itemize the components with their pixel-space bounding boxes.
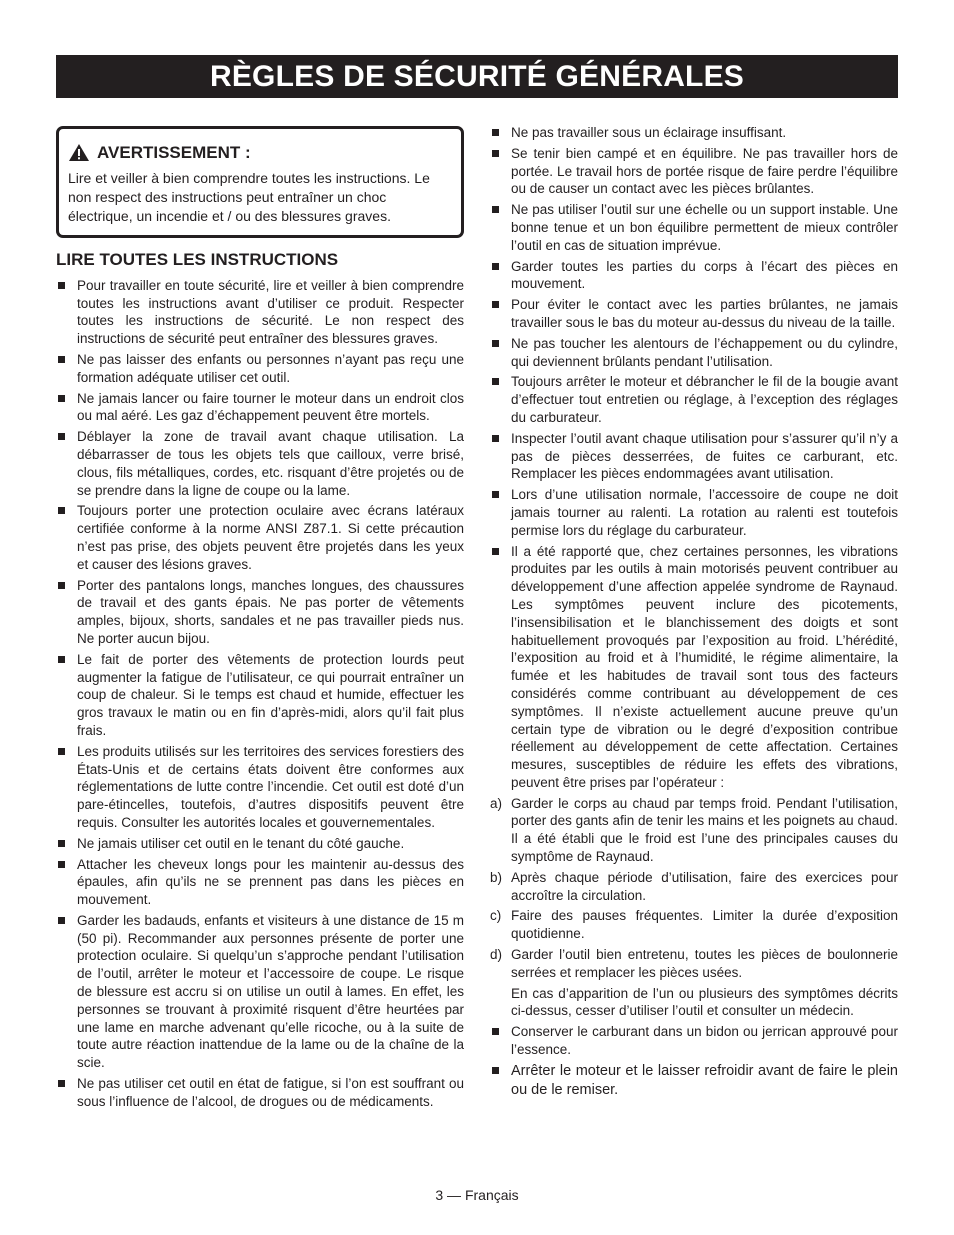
bullet-square-icon — [58, 356, 65, 363]
list-item-text: Il a été rapporté que, chez certaines personnes, les vibrations produites par les outils à main motorisés peuvent contribuer au développement d’une affection appelée syndrome de Raynaud. Les symptômes peuvent inclure des picotements, l’insensibilisation et le blanchissement des doigts et sont habituellement provoqués par l’exposition au froid. L’hérédité, l’exposition au froid et à l’humidité, le régime alimentaire, la fumée et les habitudes de travail sont tous des facteurs considérés comme contribuant au développement de ces symptômes. Il n’existe actuellement aucune preuve qu’un certain type de vibration ou le degré d’exposition contribue réellement au développement de cette affectation. Certaines mesures, susceptibles de réduire les effets des vibrations, peuvent être prises par l’opérateur : — [511, 543, 898, 790]
sub-list-item — [490, 907, 898, 943]
bullet-square-icon — [492, 1067, 499, 1074]
list-item — [490, 1062, 898, 1100]
list-item — [490, 296, 898, 332]
bullet-square-icon — [58, 748, 65, 755]
list-item-text: Le fait de porter des vêtements de protection lourds peut augmenter la fatigue de l’utilisateur, ce qui pourrait entraîner un coup de chaleur. Si le temps est chaud et humide, effectuer les gros travaux le matin ou en fin d’après-midi, alors qu’il fait plus frais. — [77, 651, 464, 738]
sub-list-item — [490, 869, 898, 905]
list-item-text: Se tenir bien campé et en équilibre. Ne pas travailler hors de portée. Le travail hors de portée risque de faire perdre l’équilibre ou de causer un contact avec les pièces brûlantes. — [511, 145, 898, 197]
list-item-text: Inspecter l’outil avant chaque utilisation pour s’assurer qu’il n’y a pas de pièces desserrées, de fuites ce carburant, etc. Remplacer les pièces endommagées avant utilisation. — [511, 430, 898, 482]
sub-list-letter: d) — [490, 947, 503, 963]
sub-list-text: Garder le corps au chaud par temps froid. Pendant l’utilisation, porter des gants afin de tenir les mains et les poignets au chaud. Il a été établi que le froid est l’une des principales causes du symptôme de Raynaud. — [511, 795, 898, 865]
warning-box — [56, 126, 464, 238]
list-item-text: Attacher les cheveux longs pour les maintenir au-dessus des épaules, afin qu’ils ne se prennent pas dans les pièces en mouvement. — [77, 856, 464, 908]
warning-heading: AVERTISSEMENT : — [97, 142, 251, 162]
bullet-square-icon — [58, 433, 65, 440]
list-item-text: Porter des pantalons longs, manches longues, des chaussures de travail et des gants épais. Ne pas porter de vêtements amples, bijoux, shorts, sandales et ne pas travailler pieds nus. Ne porter aucun bijou. — [77, 577, 464, 646]
list-item — [490, 543, 898, 792]
list-item — [56, 743, 464, 832]
list-item — [490, 201, 898, 254]
list-item — [490, 373, 898, 426]
list-item — [56, 428, 464, 499]
list-item-text: Conserver le carburant dans un bidon ou jerrican approuvé pour l’essence. — [511, 1024, 898, 1058]
list-item-text: Ne pas utiliser l’outil sur une échelle ou un support instable. Une bonne tenue et un bon équilibre permettent de mieux contrôler l’outil en cas de situation imprévue. — [511, 202, 898, 253]
bullet-square-icon — [492, 263, 499, 270]
list-item-text: Ne pas toucher les alentours de l’échappement ou du cylindre, qui deviennent brûlants pendant l’utilisation. — [511, 335, 898, 369]
list-item — [490, 335, 898, 371]
list-item-text: Ne pas laisser des enfants ou personnes n’ayant pas reçu une formation adéquate utiliser cet outil. — [77, 351, 464, 385]
list-item-text: Pour éviter le contact avec les parties brûlantes, ne jamais travailler sous le bas du moteur au-dessus du niveau de la taille. — [511, 297, 898, 330]
list-item-text: Toujours arrêter le moteur et débrancher le fil de la bougie avant d’effectuer tout entretien ou réglage, à l’exception des réglages du carburateur. — [511, 374, 898, 425]
bullet-square-icon — [58, 582, 65, 589]
bullet-square-icon — [58, 861, 65, 868]
list-item — [56, 651, 464, 740]
list-item — [490, 486, 898, 539]
bullet-square-icon — [58, 840, 65, 847]
list-item — [490, 430, 898, 483]
page-footer: 3 — Français — [435, 1187, 519, 1203]
list-item-text: Ne pas utiliser cet outil en état de fatigue, si l’on est souffrant ou sous l’influence de l’alcool, de drogues ou de médicaments. — [77, 1076, 464, 1109]
sub-list-letter: a) — [490, 795, 503, 811]
list-item — [56, 502, 464, 573]
list-item-text: Ne pas travailler sous un éclairage insuffisant. — [511, 125, 787, 140]
list-item-text: Déblayer la zone de travail avant chaque utilisation. La débarrasser de tous les objets tels que cailloux, verre brisé, clous, fils métalliques, cordes, etc. risquant d’être projetés ou de se prendre dans la ligne de coupe ou la lame. — [77, 429, 464, 498]
list-item — [56, 912, 464, 1072]
list-item-text: Lors d’une utilisation normale, l’accessoire de coupe ne doit jamais tourner au ralenti. La rotation au ralenti est toutefois permise lors du réglage du carburateur. — [511, 487, 898, 538]
list-item — [56, 1075, 464, 1111]
bullet-square-icon — [58, 282, 65, 289]
list-item — [56, 856, 464, 909]
bullet-square-icon — [58, 656, 65, 663]
list-item-text: Ne jamais utiliser cet outil en le tenant du côté gauche. — [77, 835, 405, 851]
list-item-text: Toujours porter une protection oculaire avec écrans latéraux certifiée conforme à la norme ANSI Z87.1. Si cette précaution n’est pas prise, des objets peuvent être projetés dans les yeux et causer des lésions graves. — [77, 503, 464, 572]
bullet-square-icon — [58, 1080, 65, 1087]
right-column — [490, 124, 898, 1103]
list-item — [56, 835, 464, 853]
list-item-text: Les produits utilisés sur les territoires des services forestiers des États-Unis et de certains états doivent être conformes aux réglementations de lutte contre l’incendie. Cet outil est doté d’un pare-étincelles, toutefois, d’autres dispositifs peuvent être requis. Consulter les autorités locales et gouvernementales. — [77, 743, 464, 830]
bullet-square-icon — [492, 129, 499, 136]
warning-triangle-icon — [68, 143, 90, 162]
warning-heading-row — [68, 143, 451, 162]
list-item — [490, 124, 898, 142]
sub-list-item — [490, 946, 898, 982]
list-item — [56, 277, 464, 348]
list-item — [56, 390, 464, 426]
bullet-square-icon — [492, 378, 499, 385]
warning-text: Lire et veiller à bien comprendre toutes les instructions. Le non respect des instructions peut entraîner un choc électrique, un incendie et / ou des blessures graves. — [68, 170, 430, 224]
bullet-square-icon — [492, 340, 499, 347]
list-item-text: Garder toutes les parties du corps à l’écart des pièces en mouvement. — [511, 258, 898, 292]
bullet-square-icon — [58, 395, 65, 402]
raynaud-note: En cas d’apparition de l’un ou plusieurs des symptômes décrits ci-dessus, cesser d’utiliser l’outil et consulter un médecin. — [511, 985, 898, 1019]
bullet-square-icon — [492, 150, 499, 157]
bullet-square-icon — [58, 917, 65, 924]
list-item — [56, 351, 464, 387]
list-item — [490, 258, 898, 294]
list-item-text: Pour travailler en toute sécurité, lire et veiller à bien comprendre toutes les instructions avant d’utiliser ce produit. Respecter toutes les instructions de sécurité. Le non respect des instructions de sécurité peut entraîner des blessures graves. — [77, 277, 464, 347]
sub-list-text: Faire des pauses fréquentes. Limiter la durée d’exposition quotidienne. — [511, 908, 898, 942]
list-item-text: Ne jamais lancer ou faire tourner le moteur dans un endroit clos ou mal aéré. Les gaz d’échappement peuvent être mortels. — [77, 390, 464, 424]
list-item-text: Arrêter le moteur et le laisser refroidir avant de faire le plein ou de le remiser. — [511, 1062, 898, 1098]
list-item — [490, 145, 898, 198]
section-title: LIRE TOUTES LES INSTRUCTIONS — [56, 250, 339, 269]
bullet-square-icon — [492, 548, 499, 555]
bullet-square-icon — [492, 491, 499, 498]
bullet-square-icon — [492, 1028, 499, 1035]
sub-list-text: Après chaque période d’utilisation, faire des exercices pour accroître la circulation. — [511, 869, 898, 903]
bullet-square-icon — [492, 206, 499, 213]
sub-list-letter: b) — [490, 869, 503, 885]
left-column — [56, 126, 464, 1114]
page-title: RÈGLES DE SÉCURITÉ GÉNÉRALES — [56, 55, 898, 98]
bullet-square-icon — [492, 301, 499, 308]
sub-list-text: Garder l’outil bien entretenu, toutes les pièces de boulonnerie serrées et remplacer les pièces usées. — [511, 947, 898, 980]
sub-list-letter: c) — [490, 908, 502, 924]
bullet-square-icon — [58, 507, 65, 514]
list-item — [56, 577, 464, 648]
sub-list-item — [490, 795, 898, 866]
list-item — [490, 1023, 898, 1059]
list-item-text: Garder les badauds, enfants et visiteurs à une distance de 15 m (50 pi). Recommander aux personnes présente de porter une protection oculaire. Si quelqu’un s’approche pendant l’utilisation de l’outil, arrêter le moteur et l’accessoire de coupe. Le risque de blessure est accru si on utilise un outil à lames. En effet, les personnes se trouvant à proximité risquent d’être heurtées par une lame en marche advenant qu’elle ricoche, ou à la suite de toute autre réaction inattendue de la lame ou de la chaîne de la scie. — [77, 912, 464, 1071]
bullet-square-icon — [492, 435, 499, 442]
